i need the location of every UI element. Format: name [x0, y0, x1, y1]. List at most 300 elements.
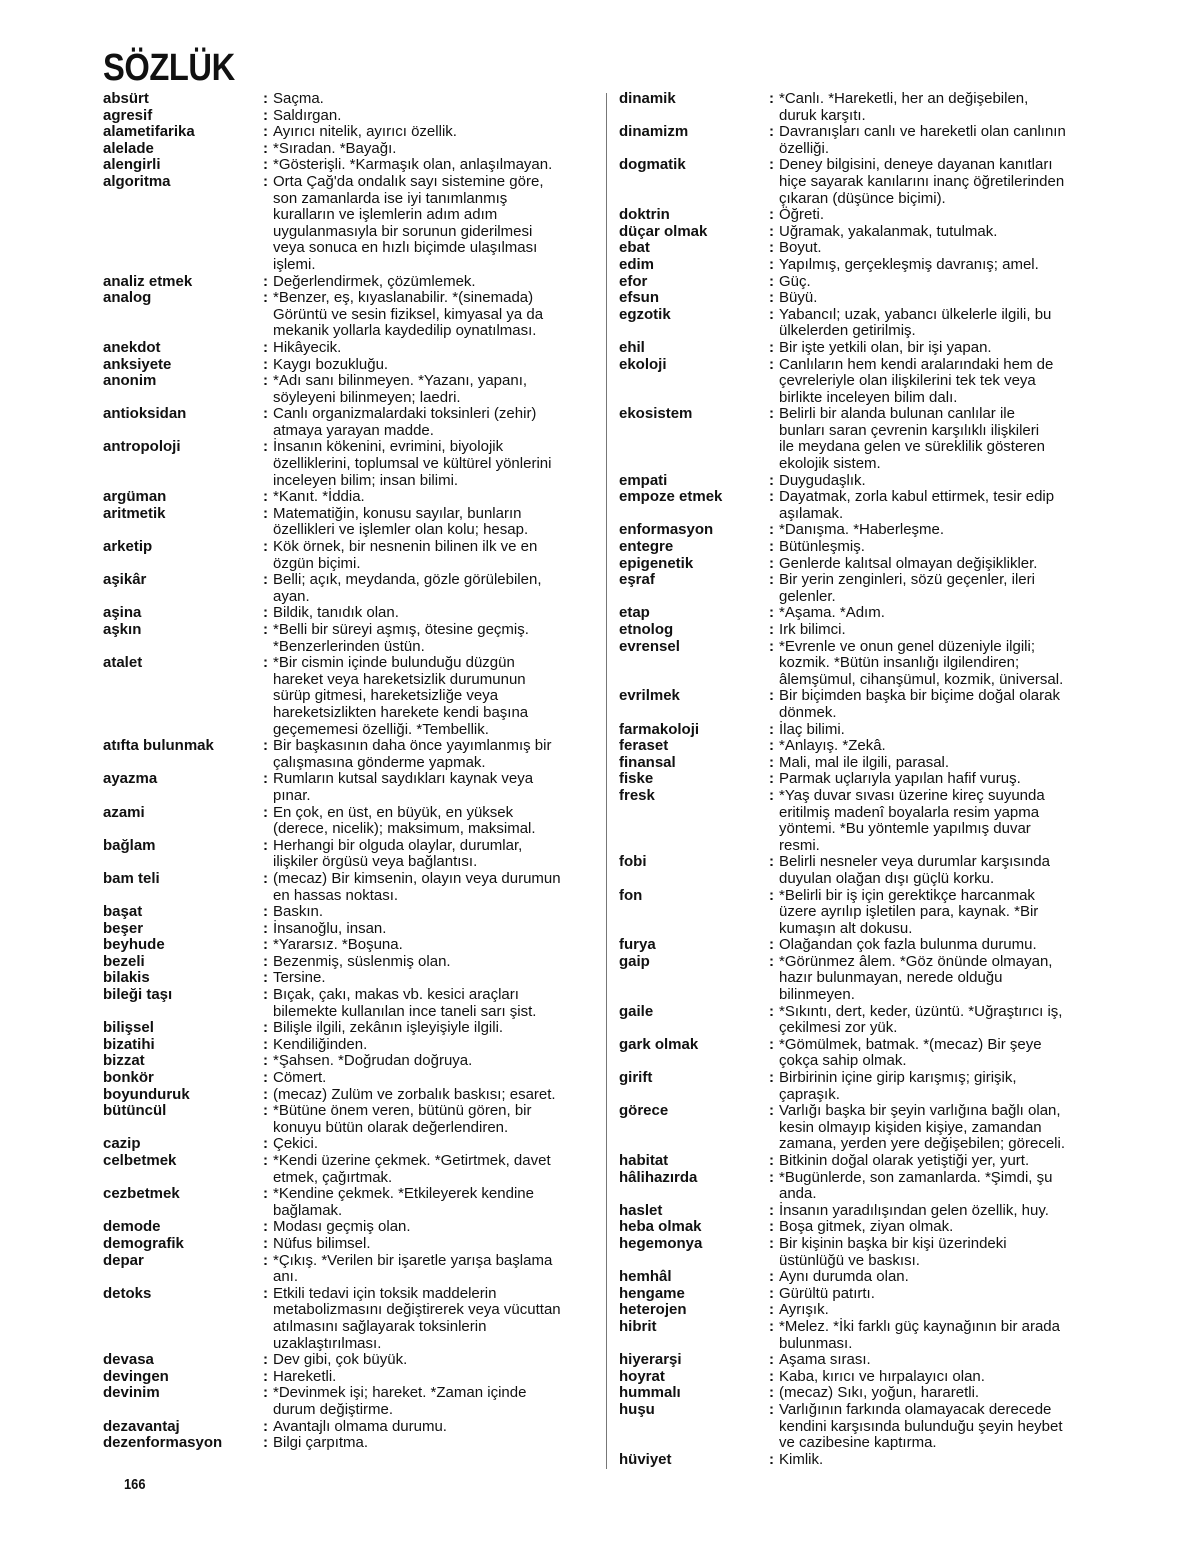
entry-term: heterojen [619, 1301, 687, 1319]
entry-term: bağlam [103, 836, 156, 854]
dictionary-entry [103, 871, 591, 904]
entry-definition [263, 1253, 591, 1286]
definition-line: ayan. [273, 587, 310, 605]
entry-term: celbetmek [103, 1152, 177, 1169]
dictionary-entry [619, 722, 1109, 739]
entry-definition [263, 91, 591, 108]
entry-term: empati [619, 471, 668, 489]
entry-definition [263, 157, 591, 174]
entry-definition [769, 937, 1109, 954]
dictionary-entry [103, 91, 591, 108]
definition-line: : Değerlendirmek, çözümlemek. [273, 272, 476, 290]
definition-line: : (mecaz) Sıkı, yoğun, hararetli. [779, 1384, 980, 1402]
definition-line: : *Aşama. *Adım. [779, 604, 885, 622]
entry-term: agresif [103, 106, 153, 124]
definition-line: : *Melez. *İki farklı güç kaynağının bir arada [779, 1317, 1060, 1335]
entry-definition [263, 406, 591, 439]
definition-line: en hassas noktası. [273, 886, 399, 904]
dictionary-entry [619, 556, 1109, 573]
page-number: 166 [124, 1476, 146, 1493]
entry-definition [263, 439, 591, 489]
definition-line: : En çok, en üst, en büyük, en yüksek [273, 803, 514, 821]
definition-line: : Çekici. [273, 1135, 319, 1153]
dictionary-entry [103, 1037, 591, 1054]
entry-definition [769, 572, 1109, 605]
definition-line: üstünlüğü ve baskısı. [779, 1251, 920, 1269]
dictionary-entry [619, 1004, 1109, 1037]
definition-line: : Boyut. [779, 239, 822, 257]
definition-line: bilemekte kullanılan ince taneli sarı şist. [273, 1002, 537, 1020]
definition-line: : Aynı durumda olan. [779, 1268, 909, 1286]
entry-term: egzotik [619, 305, 671, 323]
entry-definition [263, 1236, 591, 1253]
entry-term: aritmetik [103, 504, 166, 522]
definition-line: bağlamak. [273, 1201, 343, 1219]
definition-line: çalışmasına gönderme yapmak. [273, 753, 486, 771]
definition-line: : *Sıkıntı, dert, keder, üzüntü. *Uğraştırıcı iş, [779, 1002, 1063, 1020]
definition-line: : Kendiliğinden. [273, 1035, 368, 1053]
definition-line: : Duygudaşlık. [779, 471, 866, 489]
dictionary-entry [619, 539, 1109, 556]
entry-term: dezenformasyon [103, 1434, 223, 1452]
entry-term: analog [103, 289, 152, 307]
entry-term: gaile [619, 1002, 654, 1020]
definition-line: : *Bir cismin içinde bulunduğu düzgün [273, 654, 515, 672]
entry-definition [769, 888, 1109, 938]
definition-line: : *Belirli bir iş için gerektikçe harcanmak [779, 886, 1035, 904]
entry-definition [263, 1286, 591, 1352]
dictionary-entry [103, 108, 591, 125]
entry-term: dinamizm [619, 123, 689, 141]
dictionary-entry [619, 357, 1109, 407]
dictionary-entry [103, 1053, 591, 1070]
definition-line: : Bıçak, çakı, makas vb. kesici araçları [273, 986, 519, 1004]
definition-line: metabolizmasını değiştirerek veya vücuttan [273, 1301, 561, 1319]
entry-definition [263, 970, 591, 987]
definition-line: : İlaç bilimi. [779, 720, 845, 738]
entry-term: azami [103, 803, 145, 821]
entry-term: bütüncül [103, 1102, 167, 1120]
entry-term: evrilmek [619, 687, 680, 705]
entry-definition [769, 954, 1109, 1004]
entry-term: anksiyete [103, 355, 172, 373]
definition-line: : *Bugünlerde, son zamanlarda. *Şimdi, şu [779, 1168, 1053, 1186]
left-column [103, 91, 591, 1452]
definition-line: : Nüfus bilimsel. [273, 1234, 371, 1252]
entry-term: hibrit [619, 1317, 657, 1335]
definition-line: kendini karşısında bulunduğu şeyin heybet [779, 1417, 1063, 1435]
dictionary-entry [619, 605, 1109, 622]
dictionary-entry [103, 506, 591, 539]
entry-term: arketip [103, 538, 153, 556]
definition-line: : *Benzer, eş, kıyaslanabilir. *(sinemada) [273, 289, 534, 307]
dictionary-entry [619, 489, 1109, 522]
definition-line: : (mecaz) Bir kimsenin, olayın veya durumun [273, 869, 561, 887]
entry-definition [769, 257, 1109, 274]
definition-line: : Herhangi bir olguda olaylar, durumlar, [273, 836, 523, 854]
definition-line: pınar. [273, 786, 311, 804]
dictionary-entry [103, 1352, 591, 1369]
definition-line: hiçe sayarak kanılarını inanç öğretilerinden [779, 172, 1065, 190]
entry-definition [263, 1053, 591, 1070]
dictionary-entry [103, 1236, 591, 1253]
definition-line: âlemşümul, cihanşümul, kozmik, üniversal. [779, 670, 1064, 688]
definition-line: çokça sahip olmak. [779, 1052, 907, 1070]
dictionary-entry [103, 174, 591, 274]
definition-line: : İnsanın kökenini, evrimini, biyolojik [273, 438, 504, 456]
entry-term: hummalı [619, 1384, 681, 1402]
entry-term: boyunduruk [103, 1085, 190, 1103]
entry-definition [263, 1219, 591, 1236]
dictionary-entry [619, 1153, 1109, 1170]
dictionary-entry [619, 1286, 1109, 1303]
entry-term: bileği taşı [103, 986, 173, 1004]
dictionary-entry [619, 307, 1109, 340]
entry-definition [263, 1020, 591, 1037]
definition-line: : *Şahsen. *Doğrudan doğruya. [273, 1052, 473, 1070]
definition-line: : Aşama sırası. [779, 1351, 871, 1369]
entry-definition [263, 987, 591, 1020]
entry-term: edim [619, 255, 655, 273]
entry-term: evrensel [619, 637, 680, 655]
definition-line: : *Bütüne önem veren, bütünü gören, bir [273, 1102, 532, 1120]
dictionary-entry [103, 771, 591, 804]
definition-line: : Kök örnek, bir nesnenin bilinen ilk ve en [273, 538, 538, 556]
definition-line: : Belirli nesneler veya durumlar karşısında [779, 853, 1050, 871]
definition-line: : Bitkinin doğal olarak yetiştiği yer, yurt. [779, 1152, 1030, 1169]
definition-line: özelliklerini, toplumsal ve kültürel yönlerini [273, 455, 552, 473]
definition-line: : Modası geçmiş olan. [273, 1218, 411, 1236]
dictionary-entry [103, 340, 591, 357]
definition-line: : Belirli bir alanda bulunan canlılar ile [779, 405, 1015, 423]
definition-line: atmaya yarayan madde. [273, 421, 434, 439]
definition-line: atılmasını sağlayarak toksinlerin [273, 1317, 487, 1335]
definition-line: : Avantajlı olmama durumu. [273, 1417, 447, 1435]
definition-line: duyulan olağan dışı güçlü korku. [779, 869, 995, 887]
entry-term: atalet [103, 654, 143, 672]
entry-term: hiyerarşi [619, 1351, 682, 1369]
definition-line: : Saçma. [273, 90, 324, 107]
definition-line: : Olağandan çok fazla bulunma durumu. [779, 936, 1037, 954]
dictionary-entry [619, 1319, 1109, 1352]
definition-line: : *Görünmez âlem. *Göz önünde olmayan, [779, 952, 1053, 970]
dictionary-entry [103, 1385, 591, 1418]
entry-term: detoks [103, 1284, 152, 1302]
definition-line: üzere ayrılıp işletilen para, kaynak. *Bir [779, 903, 1039, 921]
entry-term: ekoloji [619, 355, 667, 373]
entry-term: etnolog [619, 621, 674, 638]
definition-line: : (mecaz) Zulüm ve zorbalık baskısı; esaret. [273, 1085, 556, 1103]
dictionary-entry [103, 157, 591, 174]
entry-definition [769, 622, 1109, 639]
right-column [619, 91, 1109, 1468]
dictionary-entry [103, 605, 591, 622]
entry-definition [263, 373, 591, 406]
entry-definition [769, 738, 1109, 755]
entry-definition [769, 854, 1109, 887]
definition-line: resmi. [779, 836, 820, 854]
entry-definition [263, 655, 591, 738]
definition-line: veya sonuca en hızlı biçimde ulaşılması [273, 239, 538, 257]
entry-definition [769, 473, 1109, 490]
entry-term: dogmatik [619, 156, 686, 174]
definition-line: birlikte inceleyen bilim dalı. [779, 388, 958, 406]
entry-definition [263, 108, 591, 125]
entry-definition [263, 1087, 591, 1104]
entry-term: devasa [103, 1351, 154, 1369]
entry-term: dinamik [619, 90, 676, 107]
entry-term: fobi [619, 853, 647, 871]
definition-line: : Irk bilimci. [779, 621, 846, 638]
entry-term: düçar olmak [619, 222, 708, 240]
definition-line: : Etkili tedavi için toksik maddelerin [273, 1284, 497, 1302]
definition-line: : *Evrenle ve onun genel düzeniyle ilgili; [779, 637, 1035, 655]
entry-definition [769, 1070, 1109, 1103]
entry-definition [263, 738, 591, 771]
dictionary-entry [619, 1385, 1109, 1402]
definition-line: özgün biçimi. [273, 554, 361, 572]
definition-line: uygulanmasıyla bir sorunun giderilmesi [273, 222, 533, 240]
definition-line: anda. [779, 1185, 817, 1203]
entry-definition [263, 1352, 591, 1369]
definition-line: aşılamak. [779, 504, 844, 522]
definition-line: ilişkiler örgüsü veya bağlantısı. [273, 853, 478, 871]
definition-line: bunları saran çevrenin karşılıklı ilişkileri [779, 421, 1040, 439]
definition-line: : Tersine. [273, 969, 326, 987]
entry-definition [769, 788, 1109, 854]
column-divider [606, 93, 607, 1469]
entry-definition [769, 290, 1109, 307]
dictionary-entry [619, 124, 1109, 157]
entry-definition [263, 1385, 591, 1418]
definition-line: eritilmiş madenî boyalarla resim yapma [779, 803, 1040, 821]
definition-line: : Ayrışık. [779, 1301, 829, 1319]
entry-definition [263, 539, 591, 572]
definition-line: : Deney bilgisini, deneye dayanan kanıtları [779, 156, 1053, 174]
definition-line: : Bezenmiş, süslenmiş olan. [273, 952, 451, 970]
entry-term: anonim [103, 372, 157, 390]
definition-line: konuyu bütün olarak değerlendiren. [273, 1118, 509, 1136]
definition-line: : Rumların kutsal saydıkları kaynak veya [273, 770, 534, 788]
entry-term: bonkör [103, 1069, 154, 1087]
dictionary-entry [619, 1402, 1109, 1452]
entry-term: heba olmak [619, 1218, 702, 1236]
entry-term: girift [619, 1069, 653, 1087]
definition-line: : *Anlayış. *Zekâ. [779, 737, 886, 755]
definition-line: : Baskın. [273, 903, 324, 921]
entry-definition [769, 240, 1109, 257]
definition-line: : Genlerde kalıtsal olmayan değişiklikler. [779, 554, 1038, 572]
dictionary-entry [619, 406, 1109, 472]
entry-definition [263, 274, 591, 291]
dictionary-entry [619, 1302, 1109, 1319]
entry-definition [263, 937, 591, 954]
dictionary-entry [619, 755, 1109, 772]
definition-line: : İnsanın yaradılışından gelen özellik, huy. [779, 1201, 1049, 1219]
definition-line: : *Gösterişli. *Karmaşık olan, anlaşılmayan. [273, 156, 553, 174]
entry-term: alametifarika [103, 123, 195, 141]
entry-term: devinim [103, 1384, 160, 1402]
definition-line: uzaklaştırılması. [273, 1334, 382, 1352]
dictionary-entry [619, 572, 1109, 605]
entry-definition [263, 805, 591, 838]
entry-definition [263, 771, 591, 804]
definition-line: : Dayatmak, zorla kabul ettirmek, tesir edip [779, 488, 1055, 506]
dictionary-entry [619, 473, 1109, 490]
definition-line: kuralların ve işlemlerin adım adım [273, 206, 498, 224]
entry-term: epigenetik [619, 554, 694, 572]
definition-line: : Bildik, tanıdık olan. [273, 604, 399, 622]
dictionary-entry [103, 274, 591, 291]
definition-line: : *Yaş duvar sıvası üzerine kireç suyunda [779, 786, 1045, 804]
entry-definition [769, 274, 1109, 291]
definition-line: : *Kendi üzerine çekmek. *Getirtmek, davet [273, 1152, 551, 1169]
entry-definition [263, 290, 591, 340]
dictionary-entry [619, 1103, 1109, 1153]
dictionary-entry [103, 655, 591, 738]
definition-line: çapraşık. [779, 1085, 840, 1103]
entry-term: antropoloji [103, 438, 181, 456]
entry-term: entegre [619, 538, 674, 556]
dictionary-entry [103, 1253, 591, 1286]
entry-definition [263, 489, 591, 506]
entry-term: finansal [619, 753, 676, 771]
entry-definition [769, 556, 1109, 573]
definition-line: dönmek. [779, 703, 837, 721]
dictionary-entry [103, 954, 591, 971]
definition-line: kumaşın alt dokusu. [779, 919, 913, 937]
entry-definition [769, 722, 1109, 739]
dictionary-entry [103, 572, 591, 605]
entry-definition [263, 124, 591, 141]
entry-term: bizzat [103, 1052, 145, 1070]
entry-term: başat [103, 903, 143, 921]
definition-line: sürüp gitmesi, hareketsizliğe veya [273, 687, 499, 705]
dictionary-entry [619, 224, 1109, 241]
entry-term: bezeli [103, 952, 145, 970]
dictionary-entry [103, 1087, 591, 1104]
definition-line: (derece, nicelik); maksimum, maksimal. [273, 820, 536, 838]
dictionary-entry [619, 1369, 1109, 1386]
entry-term: etap [619, 604, 650, 622]
definition-line: : *Adı sanı bilinmeyen. *Yazanı, yapanı, [273, 372, 528, 390]
dictionary-entry [619, 522, 1109, 539]
dictionary-entry [103, 1136, 591, 1153]
entry-definition [769, 1170, 1109, 1203]
entry-term: habitat [619, 1152, 669, 1169]
dictionary-entry [619, 954, 1109, 1004]
entry-term: bilakis [103, 969, 150, 987]
definition-line: : Orta Çağ'da ondalık sayı sistemine göre, [273, 172, 544, 190]
entry-term: algoritma [103, 172, 171, 190]
dictionary-entry [103, 970, 591, 987]
entry-term: analiz etmek [103, 272, 193, 290]
definition-line: : *Çıkış. *Verilen bir işaretle yarışa başlama [273, 1251, 553, 1269]
entry-definition [263, 904, 591, 921]
page-title: SÖZLÜK [103, 47, 235, 89]
entry-definition [263, 1435, 591, 1452]
entry-definition [769, 1269, 1109, 1286]
definition-line: : Bir işte yetkili olan, bir işi yapan. [779, 338, 992, 356]
dictionary-entry [103, 539, 591, 572]
entry-term: empoze etmek [619, 488, 723, 506]
definition-line: : Ayırıcı nitelik, ayırıcı özellik. [273, 123, 457, 141]
definition-line: ve cazibesine kaptırma. [779, 1434, 937, 1452]
entry-definition [263, 1153, 591, 1186]
dictionary-entry [619, 1269, 1109, 1286]
entry-definition [263, 1037, 591, 1054]
definition-line: ülkelerden getirilmiş. [779, 322, 916, 340]
entry-definition [263, 1369, 591, 1386]
definition-line: : Kaygı bozukluğu. [273, 355, 389, 373]
entry-definition [263, 838, 591, 871]
entry-term: anekdot [103, 338, 161, 356]
entry-definition [769, 357, 1109, 407]
definition-line: : *Kanıt. *İddia. [273, 488, 365, 506]
dictionary-entry [103, 1153, 591, 1186]
dictionary-entry [619, 1203, 1109, 1220]
entry-term: feraset [619, 737, 669, 755]
definition-line: son zamanlarda ise iyi tanımlanmış [273, 189, 508, 207]
entry-term: alengirli [103, 156, 161, 174]
dictionary-entry [619, 771, 1109, 788]
entry-definition [769, 1302, 1109, 1319]
definition-line: bilinmeyen. [779, 986, 855, 1004]
dictionary-entry [103, 124, 591, 141]
definition-line: : *Canlı. *Hareketli, her an değişebilen, [779, 90, 1029, 107]
entry-term: devingen [103, 1367, 169, 1385]
dictionary-entry [619, 1236, 1109, 1269]
definition-line: ile meydana gelen ve süreklilik gösteren [779, 438, 1045, 456]
entry-term: aşkın [103, 621, 142, 638]
definition-line: : Yapılmış, gerçekleşmiş davranış; amel. [779, 255, 1039, 273]
definition-line: : Dev gibi, çok büyük. [273, 1351, 408, 1369]
entry-term: bizatihi [103, 1035, 155, 1053]
definition-line: : *Sıradan. *Bayağı. [273, 139, 397, 157]
definition-line: : Güç. [779, 272, 811, 290]
definition-line: özellikleri ve işlemler olan kolu; hesap. [273, 521, 529, 539]
definition-line: : Bir biçimden başka bir biçime doğal olarak [779, 687, 1060, 705]
entry-term: cazip [103, 1135, 141, 1153]
entry-definition [769, 91, 1109, 124]
entry-definition [769, 639, 1109, 689]
dictionary-entry [103, 1103, 591, 1136]
dictionary-entry [619, 788, 1109, 854]
definition-line: özelliği. [779, 139, 830, 157]
definition-line: zamana, yerden yere değişebilen; göreceli. [779, 1135, 1066, 1153]
entry-term: ayazma [103, 770, 158, 788]
definition-line: bulunması. [779, 1334, 853, 1352]
dictionary-entry [619, 937, 1109, 954]
definition-line: : *Danışma. *Haberleşme. [779, 521, 945, 539]
dictionary-entry [103, 1186, 591, 1219]
definition-line: : *Belli bir süreyi aşmış, ötesine geçmiş. [273, 621, 529, 638]
definition-line: hareketsizlikten harekete kendi başına [273, 703, 529, 721]
entry-definition [263, 1186, 591, 1219]
entry-term: fresk [619, 786, 655, 804]
entry-term: eşraf [619, 571, 655, 589]
entry-definition [769, 771, 1109, 788]
dictionary-entry [619, 854, 1109, 887]
definition-line: : Belli; açık, meydanda, gözle görülebilen, [273, 571, 542, 589]
entry-definition [769, 124, 1109, 157]
definition-line: : Bilişle ilgili, zekânın işleyişiyle ilgili. [273, 1019, 504, 1037]
dictionary-entry [103, 1435, 591, 1452]
dictionary-entry [619, 1170, 1109, 1203]
entry-definition [769, 1385, 1109, 1402]
entry-definition [263, 1070, 591, 1087]
entry-definition [769, 307, 1109, 340]
